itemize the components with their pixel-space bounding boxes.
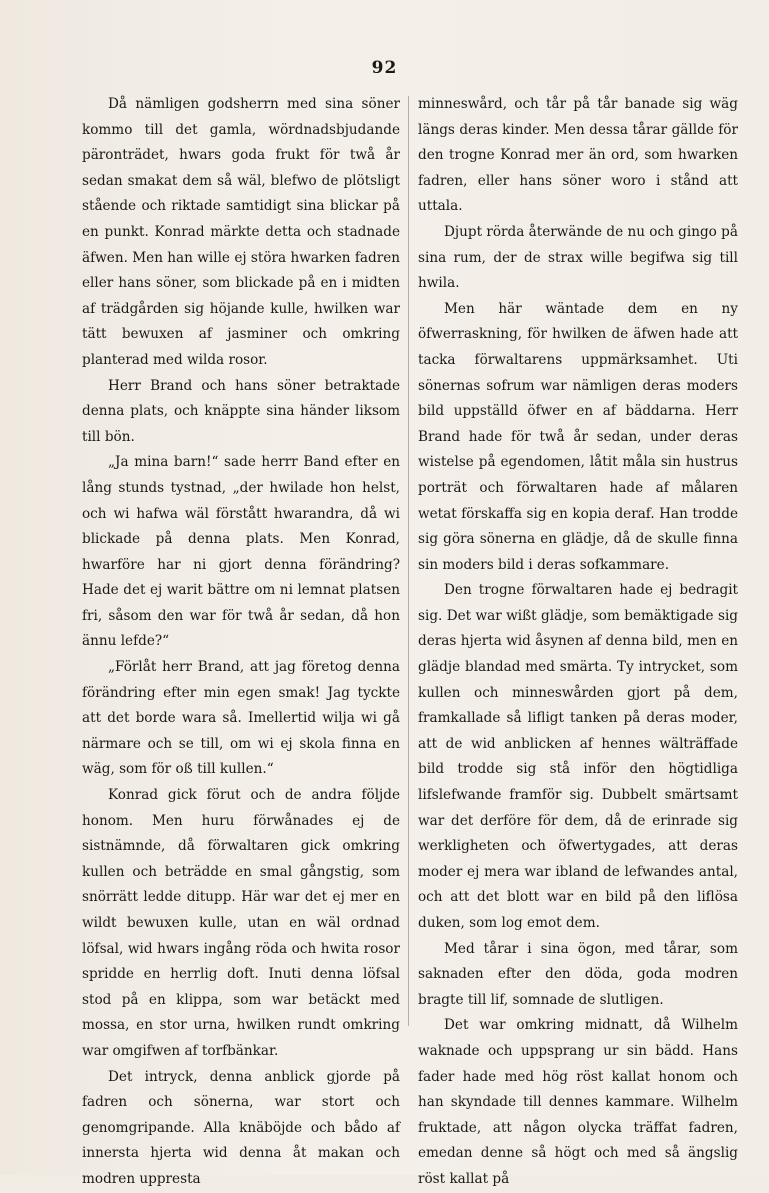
- left-text-column: [82, 92, 400, 1193]
- paragraph: Konrad gick förut och de andra följde honom. Men huru förwånades ej de sistnämnde, då förwaltaren gick omkring kullen och beträdde en smal gångstig, som snörrätt ledde ditupp. Här war det ej mer en wildt bewuxen kulle, utan en wäl ordnad löfsal, wid hwars ingång röda och hwita rosor spridde en herrlig doft. Inuti denna löfsal stod på en klippa, som war betäckt med mossa, en stor urna, hwilken rundt omkring war omgifwen af torfbänkar.: [82, 787, 400, 1059]
- paragraph: Herr Brand och hans söner betraktade denna plats, och knäppte sina händer liksom till bön.: [82, 377, 400, 445]
- paragraph: Med tårar i sina ögon, med tårar, som saknaden efter den döda, goda modren bragte till lif, somnade de slutligen.: [418, 940, 738, 1008]
- right-text-column: [418, 92, 738, 1193]
- paragraph: Djupt rörda återwände de nu och gingo på sina rum, der de strax wille begifwa sig till hwila.: [418, 223, 738, 292]
- paragraph: Men här wäntade dem en ny öfwerraskning, för hwilken de äfwen hade att tacka förwaltarens uppmärksamhet. Uti sönernas sofrum war nämligen deras moders bild uppställd öfwer en af bäddarna. Herr Brand hade för twå år sedan, under deras wistelse på egendomen, låtit måla sin hustrus porträt och förwaltaren hade af målaren wetat förskaffa sig en kopia deraf. Han trodde sig göra sönerna en glädje, då de skulle finna sin moders bild i deras sofkammare.: [418, 300, 738, 573]
- paragraph: „Ja mina barn!“ sade herrr Band efter en lång stunds tystnad, „der hwilade hon helst, och wi hafwa wäl förstått hwarandra, då wi blickade på denna plats. Men Konrad, hwarföre har ni gjort denna förändring? Hade det ej warit bättre om ni lemnat platsen fri, såsom den war för twå år sedan, då hon ännu lefde?“: [82, 454, 400, 650]
- paragraph: Då nämligen godsherrn med sina söner kommo till det gamla, wördnadsbjudande päronträdet, hwars goda frukt för twå år sedan smakat dem så wäl, blefwo de plötsligt stående och riktade samtidigt sina blickar på en punkt. Konrad märkte detta och stadnade äfwen. Men han wille ej störa hwarken fadren eller hans söner, som blickade på en i midten af trädgården sig höjande kulle, hwilken war tätt bewuxen af jasminer och omkring planterad med wilda rosor.: [82, 96, 400, 368]
- paragraph: Det intryck, denna anblick gjorde på fadren och sönerna, war stort och genomgripande. Alla knäböjde och bådo af innersta hjerta wid denna åt makan och modren uppresta: [82, 1068, 400, 1187]
- paragraph: Den trogne förwaltaren hade ej bedragit sig. Det war wißt glädje, som bemäktigade sig deras hjerta wid åsynen af denna bild, men en glädje blandad med smärta. Ty intrycket, som kullen och minneswården gjort på dem, framkallade så lifligt tanken på deras moder, att de wid anblicken af hennes wälträffade bild trodde sig stå inför den högtidliga lifslefwande framför sig. Dubbelt smärtsamt war det derföre för dem, då de erinrade sig werkligheten och öfwertygades, att deras moder ej mera war ibland de lefwandes antal, och att det blott war en bild på den liflösa duken, som log emot dem.: [418, 582, 738, 931]
- column-divider: [408, 96, 409, 1026]
- page-number: 92: [371, 58, 398, 78]
- paragraph: „Förlåt herr Brand, att jag företog denna förändring efter min egen smak! Jag tyckte att det borde wara så. Imellertid wilja wi gå närmare och se till, om wi ej skola finna en wäg, som för oß till kullen.“: [82, 659, 400, 778]
- paragraph: Det war omkring midnatt, då Wilhelm waknade och uppsprang ur sin bädd. Hans fader hade med hög röst kallat honom och han skyndade till dennes kammare. Wilhelm fruktade, att någon olycka träffat fadren, emedan denne så högt och med så ängslig röst kallat på: [418, 1017, 738, 1187]
- paragraph: minneswård, och tår på tår banade sig wäg längs deras kinder. Men dessa tårar gällde för den trogne Konrad mer än ord, som hwarken fadren, eller hans söner woro i stånd att uttala.: [418, 96, 738, 215]
